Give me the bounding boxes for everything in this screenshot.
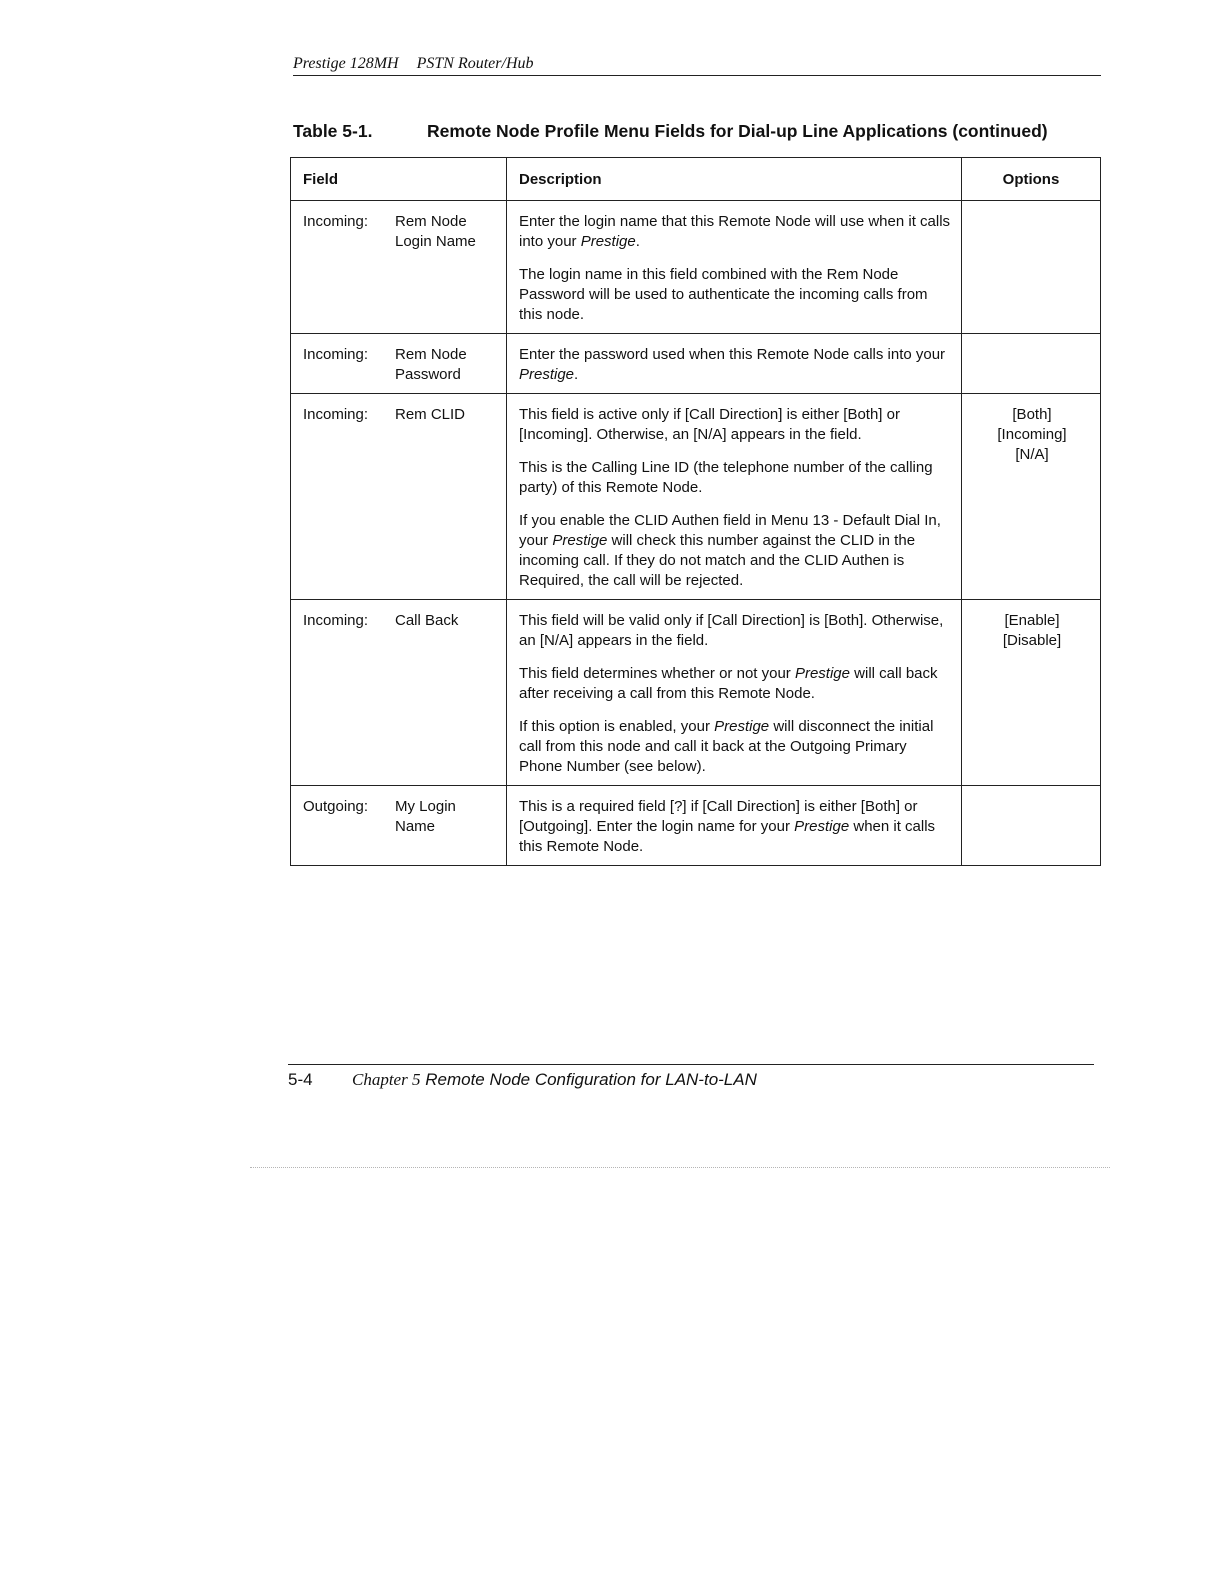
product-name-emphasis: Prestige	[519, 366, 575, 383]
footer-chapter: Chapter 5	[352, 1070, 421, 1089]
product-name-emphasis: Prestige	[794, 818, 850, 835]
field-name: Rem Node Password	[395, 346, 467, 383]
field-name: Rem CLID	[395, 406, 466, 423]
description-text: This field will be valid only if [Call Direction] is [Both]. Otherwise, an [N/A] appears in the field.	[519, 612, 944, 649]
description-text: If you enable the CLID Authen field in Menu 13 - Default Dial In, your	[519, 512, 941, 549]
field-cell	[291, 600, 507, 786]
description-cell	[507, 394, 962, 600]
option-value: [N/A]	[1015, 446, 1049, 463]
description-text: will disconnect the initial call from this node and call it back at the Outgoing Primary Phone Number (see below).	[519, 718, 934, 775]
running-header	[293, 55, 1101, 76]
option-value: [Disable]	[1002, 632, 1062, 649]
table-number: Table 5-1.	[293, 121, 373, 141]
description-text: will check this number against the CLID in the incoming call. If they do not match and the CLID Authen is Required, the call will be rejected.	[519, 532, 916, 589]
description-paragraph	[519, 405, 951, 445]
options-cell	[962, 786, 1101, 866]
product-name-emphasis: Prestige	[552, 532, 608, 549]
field-cell	[291, 786, 507, 866]
field-cell	[291, 201, 507, 334]
running-footer	[288, 1064, 1094, 1090]
table-row	[291, 600, 1101, 786]
description-paragraph	[519, 265, 951, 325]
description-text: .	[574, 366, 579, 383]
table-row	[291, 786, 1101, 866]
description-text: If this option is enabled, your	[519, 718, 715, 735]
field-cell	[291, 394, 507, 600]
description-cell	[507, 334, 962, 394]
scan-artifact-line	[250, 1167, 1110, 1168]
footer-chapter-title: Remote Node Configuration for LAN-to-LAN	[425, 1070, 757, 1089]
column-header-options: Options	[962, 158, 1101, 201]
column-header-description: Description	[507, 158, 962, 201]
table-caption	[293, 121, 1103, 142]
table-row	[291, 334, 1101, 394]
options-cell	[962, 394, 1101, 600]
field-cell	[291, 334, 507, 394]
option-value: [Enable]	[1004, 612, 1060, 629]
description-cell	[507, 600, 962, 786]
description-text: This is the Calling Line ID (the telephone number of the calling party) of this Remote Node.	[519, 459, 933, 496]
field-direction: Incoming:	[303, 213, 369, 230]
description-cell	[507, 201, 962, 334]
description-text: .	[635, 233, 640, 250]
header-subtitle: PSTN Router/Hub	[416, 55, 534, 72]
table-row	[291, 201, 1101, 334]
table-row	[291, 394, 1101, 600]
field-direction: Outgoing:	[303, 798, 369, 815]
description-paragraph	[519, 664, 951, 704]
product-name-emphasis: Prestige	[714, 718, 770, 735]
description-text: The login name in this field combined with the Rem Node Password will be used to authenticate the incoming calls from this node.	[519, 266, 928, 323]
description-paragraph	[519, 458, 951, 498]
option-value: [Both]	[1012, 406, 1052, 423]
description-paragraph	[519, 345, 951, 385]
description-paragraph	[519, 797, 951, 857]
table-title: Remote Node Profile Menu Fields for Dial-up Line Applications (continued)	[427, 121, 1048, 141]
description-text: will call back after receiving a call from this Remote Node.	[519, 665, 938, 702]
field-name: Rem Node Login Name	[395, 213, 476, 250]
table-body	[291, 201, 1101, 866]
description-text: This field determines whether or not your	[519, 665, 795, 682]
field-name: My Login Name	[395, 798, 456, 835]
description-cell	[507, 786, 962, 866]
description-text: This field is active only if [Call Direction] is either [Both] or [Incoming]. Otherwise, an [N/A] appears in the field.	[519, 406, 900, 443]
field-name: Call Back	[395, 612, 459, 629]
table-header-row	[291, 158, 1101, 201]
product-name-emphasis: Prestige	[580, 233, 636, 250]
description-paragraph	[519, 212, 951, 252]
field-direction: Incoming:	[303, 346, 369, 363]
description-text: Enter the password used when this Remote Node calls into your	[519, 346, 946, 363]
options-cell	[962, 600, 1101, 786]
product-name-emphasis: Prestige	[794, 665, 850, 682]
description-text: This is a required field [?] if [Call Direction] is either [Both] or [Outgoing]. Enter the login name for your	[519, 798, 918, 835]
options-cell	[962, 334, 1101, 394]
column-header-field: Field	[291, 158, 507, 201]
description-text: Enter the login name that this Remote Node will use when it calls into your	[519, 213, 951, 250]
header-product: Prestige 128MH	[293, 55, 399, 72]
description-text: when it calls this Remote Node.	[519, 818, 936, 855]
description-paragraph	[519, 611, 951, 651]
footer-page-number: 5-4	[288, 1070, 313, 1089]
fields-table	[290, 157, 1101, 866]
field-direction: Incoming:	[303, 406, 369, 423]
field-direction: Incoming:	[303, 612, 369, 629]
description-paragraph	[519, 717, 951, 777]
description-paragraph	[519, 511, 951, 591]
options-cell	[962, 201, 1101, 334]
option-value: [Incoming]	[997, 426, 1067, 443]
